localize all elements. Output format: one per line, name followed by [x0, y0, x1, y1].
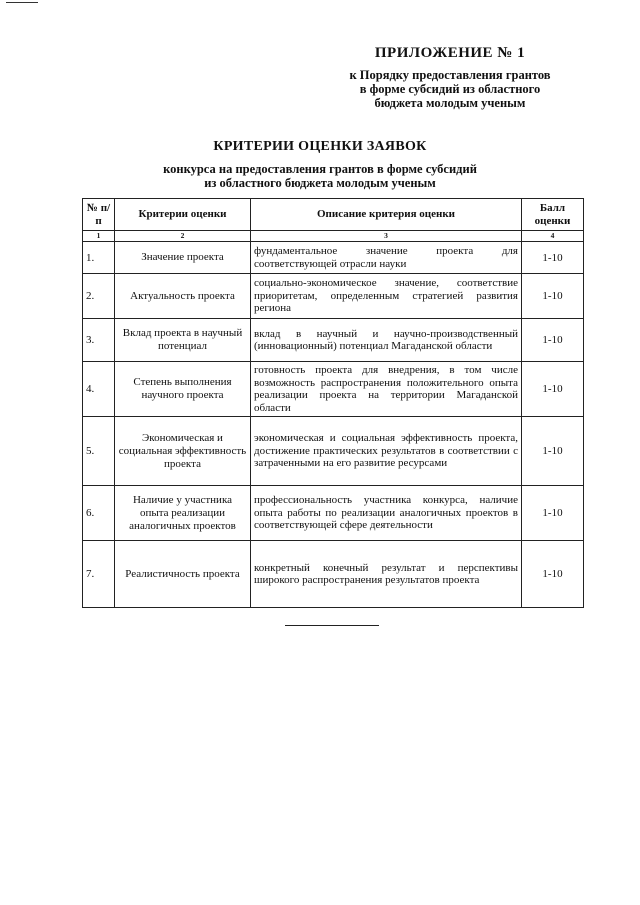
row-description: вклад в научный и научно-производственный (инновационный) потенциал Магаданской области [251, 319, 522, 362]
document-heading [80, 139, 560, 190]
appendix-block [300, 45, 600, 110]
table-row [83, 242, 584, 274]
document-subtitle: из областного бюджета молодым ученым [204, 176, 436, 190]
row-description: экономическая и социальная эффективность проекта, достижение практических результатов в соответствии с затраченными на его развитие ресурсами [251, 417, 522, 486]
table-header-row [83, 199, 584, 231]
document-subtitle: конкурса на предоставления грантов в форме субсидий [163, 162, 477, 176]
row-criteria: Значение проекта [115, 242, 251, 274]
row-criteria: Наличие у участника опыта реализации аналогичных проектов [115, 486, 251, 541]
table-row [83, 541, 584, 608]
row-score: 1-10 [522, 417, 584, 486]
row-num: 7. [83, 541, 115, 608]
row-criteria: Экономическая и социальная эффективность проекта [115, 417, 251, 486]
row-score: 1-10 [522, 242, 584, 274]
row-description: готовность проекта для внедрения, в том числе возможность распространения положительного опыта реализации проекта на территории Магаданской области [251, 362, 522, 417]
row-score: 1-10 [522, 274, 584, 319]
row-criteria: Актуальность проекта [115, 274, 251, 319]
row-num: 5. [83, 417, 115, 486]
row-description: фундаментальное значение проекта для соответствующей отрасли науки [251, 242, 522, 274]
row-score: 1-10 [522, 319, 584, 362]
column-number: 4 [522, 231, 584, 242]
row-criteria: Степень выполнения научного проекта [115, 362, 251, 417]
row-description: профессиональность участника конкурса, наличие опыта работы по реализации аналогичных проектов в соответствующей сфере деятельности [251, 486, 522, 541]
appendix-title: ПРИЛОЖЕНИЕ № 1 [374, 45, 526, 61]
column-number-row [83, 231, 584, 242]
row-score: 1-10 [522, 541, 584, 608]
corner-mark [6, 2, 38, 3]
appendix-line: в форме субсидий из областного [359, 82, 541, 96]
row-num: 1. [83, 242, 115, 274]
row-description: конкретный конечный результат и перспективы широкого распространения результатов проекта [251, 541, 522, 608]
row-num: 6. [83, 486, 115, 541]
column-number: 3 [251, 231, 522, 242]
row-score: 1-10 [522, 362, 584, 417]
row-criteria: Реалистичность проекта [115, 541, 251, 608]
header-score: Балл оценки [522, 199, 584, 231]
row-description: социально-экономическое значение, соответствие приоритетам, определенным стратегией развития региона [251, 274, 522, 319]
end-divider [285, 625, 379, 626]
header-num: № п/п [83, 199, 115, 231]
appendix-line: к Порядку предоставления грантов [349, 68, 551, 82]
column-number: 1 [83, 231, 115, 242]
appendix-line: бюджета молодым ученым [374, 96, 526, 110]
document-title: КРИТЕРИИ ОЦЕНКИ ЗАЯВОК [213, 139, 427, 154]
row-score: 1-10 [522, 486, 584, 541]
table-row [83, 274, 584, 319]
row-num: 3. [83, 319, 115, 362]
table-row [83, 417, 584, 486]
row-criteria: Вклад проекта в научный потенциал [115, 319, 251, 362]
header-description: Описание критерия оценки [251, 199, 522, 231]
row-num: 2. [83, 274, 115, 319]
header-criteria: Критерии оценки [115, 199, 251, 231]
table-row [83, 319, 584, 362]
column-number: 2 [115, 231, 251, 242]
criteria-table [82, 198, 584, 608]
table-row [83, 362, 584, 417]
row-num: 4. [83, 362, 115, 417]
table-row [83, 486, 584, 541]
